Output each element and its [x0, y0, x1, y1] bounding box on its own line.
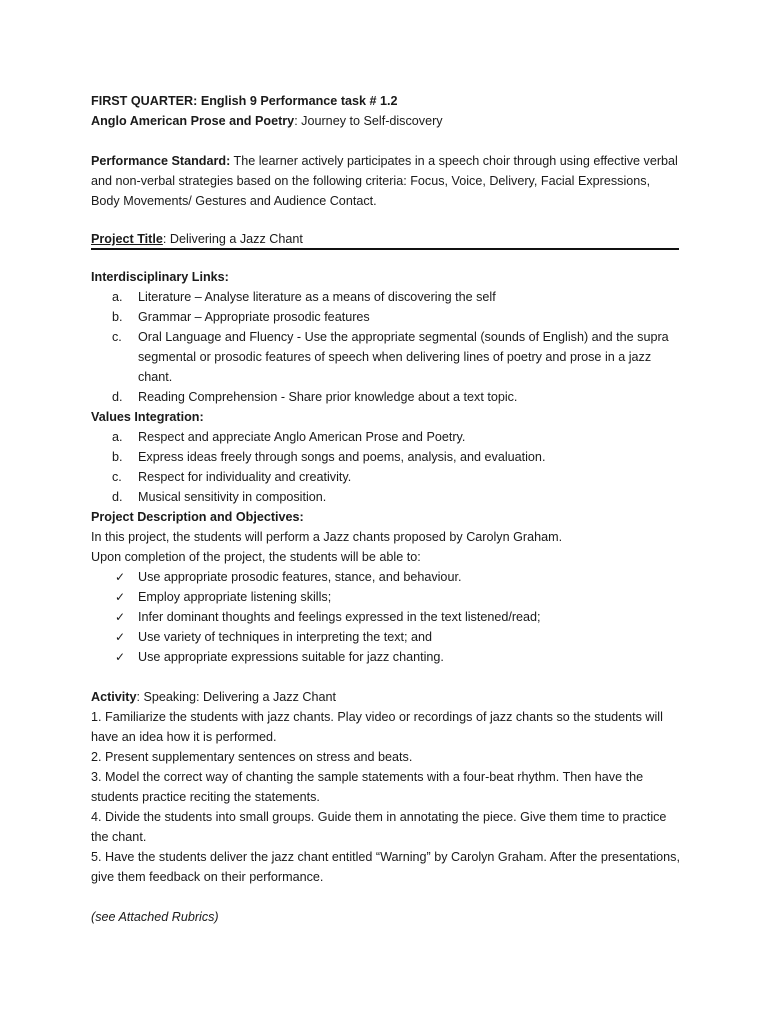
activity-step: 4. Divide the students into small groups. Guide them in annotating the piece. Give them time to practice the chant. — [91, 810, 667, 844]
description-heading: Project Description and Objectives: — [91, 510, 304, 524]
description-line: Upon completion of the project, the students will be able to: — [91, 550, 421, 564]
list-item: d. Musical sensitivity in composition. — [112, 490, 327, 504]
activity-heading: Activity: Speaking: Delivering a Jazz Chant — [91, 690, 337, 704]
description-line: In this project, the students will perform a Jazz chants proposed by Carolyn Graham. — [91, 530, 563, 544]
performance-standard-text: The learner actively participates in a speech choir through using effective verbal and non-verbal strategies based on the following criteria: Focus, Voice, Delivery, Facial Expressions, Body Movements/ Gestures and Audience Contact. — [91, 154, 678, 208]
rubrics-note: (see Attached Rubrics) — [91, 910, 219, 924]
checkmark-icon: ✓ — [115, 630, 126, 644]
list-item: a. Literature – Analyse literature as a means of discovering the self — [112, 290, 496, 304]
checkmark-icon: ✓ — [115, 570, 126, 584]
list-item: ✓ Use variety of techniques in interpreting the text; and — [91, 627, 681, 647]
values-heading: Values Integration: — [91, 410, 204, 424]
objectives-list — [91, 567, 681, 667]
list-item: c. Respect for individuality and creativity. — [112, 470, 352, 484]
activity-step: 2. Present supplementary sentences on stress and beats. — [91, 750, 413, 764]
list-item: c. Oral Language and Fluency - Use the appropriate segmental (sounds of English) and the supra segmental or prosodic features of speech when delivering lines of poetry and prose in a jazz chant. — [112, 330, 669, 384]
unit-heading: Anglo American Prose and Poetry: Journey to Self-discovery — [91, 114, 443, 128]
performance-standard-label: Performance Standard: — [91, 154, 231, 168]
interdisciplinary-heading: Interdisciplinary Links: — [91, 270, 229, 284]
document-page — [91, 91, 681, 927]
quarter-heading: FIRST QUARTER: English 9 Performance task # 1.2 — [91, 94, 398, 108]
list-item: b. Express ideas freely through songs and poems, analysis, and evaluation. — [112, 450, 546, 464]
checkmark-icon: ✓ — [115, 650, 126, 664]
performance-standard — [91, 151, 681, 211]
list-item: ✓ Use appropriate prosodic features, stance, and behaviour. — [91, 567, 681, 587]
activity-step: 3. Model the correct way of chanting the sample statements with a four-beat rhythm. Then have the students practice reciting the statements. — [91, 770, 644, 804]
list-item: ✓ Infer dominant thoughts and feelings expressed in the text listened/read; — [91, 607, 681, 627]
values-list — [91, 427, 681, 507]
list-item: ✓ Use appropriate expressions suitable for jazz chanting. — [91, 647, 681, 667]
checkmark-icon: ✓ — [115, 590, 126, 604]
list-item: a. Respect and appreciate Anglo American Prose and Poetry. — [112, 430, 466, 444]
list-item: ✓ Employ appropriate listening skills; — [91, 587, 681, 607]
list-item: b. Grammar – Appropriate prosodic features — [112, 310, 370, 324]
activity-step: 5. Have the students deliver the jazz chant entitled “Warning” by Carolyn Graham. After the presentations, give them feedback on their performance. — [91, 850, 680, 884]
checkmark-icon: ✓ — [115, 610, 126, 624]
list-item: d. Reading Comprehension - Share prior knowledge about a text topic. — [112, 390, 518, 404]
project-title: Project Title: Delivering a Jazz Chant — [91, 231, 679, 250]
activity-step: 1. Familiarize the students with jazz chants. Play video or recordings of jazz chants so the students will have an idea how it is performed. — [91, 710, 663, 744]
interdisciplinary-list — [91, 287, 681, 407]
